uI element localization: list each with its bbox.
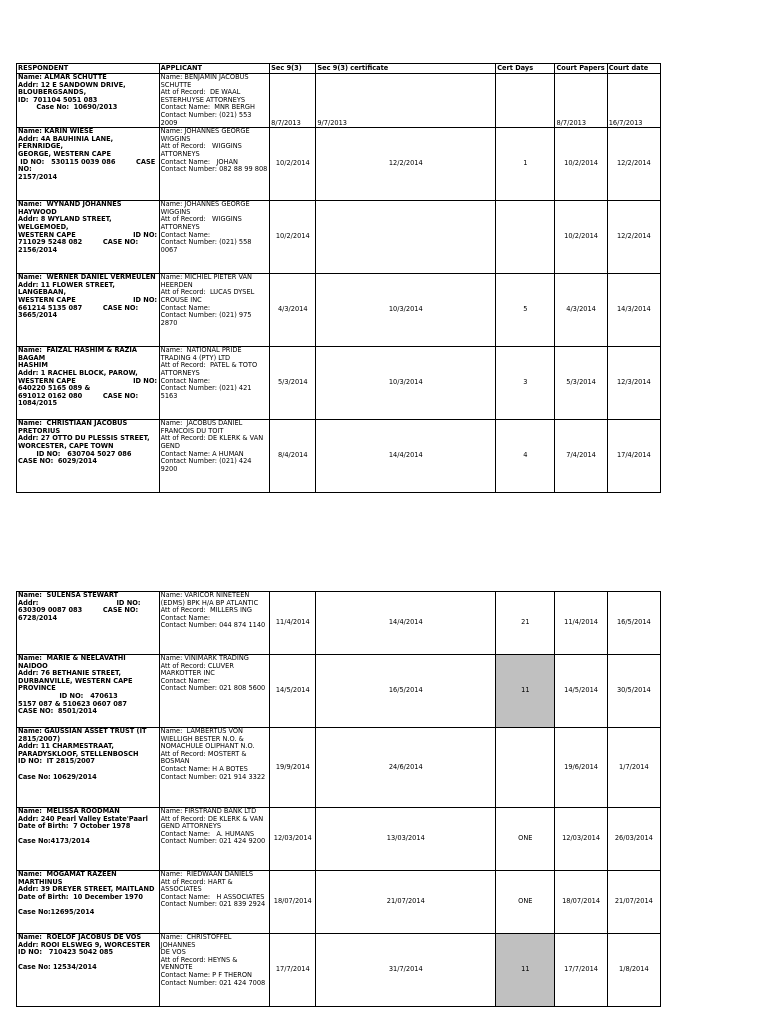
cell-line: ATTORNEYS [160,149,200,158]
sec93-certificate-cell: 10/3/2014 [316,347,496,420]
cell-line: Name: MOGAMAT RAZEEN MARTHINUS [18,870,119,886]
court-papers-cell: 19/6/2014 [555,728,607,808]
court-date-cell: 12/3/2014 [607,347,660,420]
table-row [17,128,661,201]
cell-line: 3665/2014 [18,311,58,320]
cell-line: Att of Record: PATEL & TOTO [160,361,258,370]
cell-line: (EDMS) BPK H/A BP ATLANTIC [160,598,259,607]
sec93-certificate-cell: 16/5/2014 [316,655,496,728]
cell-line: Contact Name: JOHAN [160,157,238,166]
table-row [17,592,661,655]
court-papers-cell: 10/2/2014 [555,201,607,274]
sec93-certificate-cell: 9/7/2013 [316,74,496,128]
table-row [17,728,661,808]
sec93-certificate-cell [316,201,496,274]
respondent-cell [17,808,160,871]
sec93-certificate-cell: 24/6/2014 [316,728,496,808]
cell-line: Name: ALMAR SCHUTTE [18,73,107,81]
cell-line: Case No:12695/2014 [18,907,95,916]
cert-days-cell: ONE [496,871,555,934]
court-date-cell: 17/4/2014 [607,420,660,493]
respondent-cell [17,934,160,1007]
cell-line: Contact Number: 021 424 9200 [160,837,266,846]
respondent-cell [17,274,160,347]
cell-line: Contact Name: H A BOTES [160,764,248,773]
cell-line: Name: NATIONAL PRIDE [160,346,242,355]
cell-line: Contact Name: H ASSOCIATES [160,892,265,901]
table-row [17,871,661,934]
court-papers-cell: 5/3/2014 [555,347,607,420]
header-court-date: Court date [607,64,660,74]
cell-line: GEND [160,441,180,450]
sec93-cell: 10/2/2014 [270,128,316,201]
cell-line: 6728/2014 [18,613,58,622]
cell-line: Att of Record: DE WAAL [160,88,241,97]
cell-line: HEERDEN [160,280,193,289]
applicant-cell [159,871,270,934]
cell-line: 661214 5135 087 CASE NO: [18,303,139,312]
court-date-cell: 30/5/2014 [607,655,660,728]
cell-line: Addr: ID NO: [18,598,141,607]
cell-line: 5157 087 & 510623 0607 087 [18,699,127,708]
sec93-cell: 8/7/2013 [270,74,316,128]
cell-line: Contact Number: 082 88 99 808 [160,165,268,174]
cell-line: ATTORNEYS [160,222,200,231]
court-date-cell: 12/2/2014 [607,201,660,274]
cell-line: PARADYSKLOOF, STELLENBOSCH [18,749,139,758]
sec93-cell: 4/3/2014 [270,274,316,347]
sec93-certificate-cell: 31/7/2014 [316,934,496,1007]
cell-line: ID NO: IT 2815/2007 [18,757,95,766]
cell-line: WESTERN CAPE ID NO: [18,295,158,304]
cell-line: WORCESTER, CAPE TOWN [18,441,114,450]
cell-line: Name: LAMBERTUS VON [160,727,243,735]
cell-line: Name: VARICOR NINETEEN [160,591,250,599]
cell-line: Name: JOHANNES GEORGE [160,200,250,209]
cell-line: Name: RIEDWAAN DANIELS [160,870,254,878]
sec93-certificate-cell: 10/3/2014 [316,274,496,347]
cell-line: Name: CHRISTIAAN JACOBUS PRETORIUS [18,419,130,435]
cell-line: SCHUTTE [160,80,192,89]
cell-line: Addr: 8 WYLAND STREET, WELGEMOED, [18,215,114,231]
sec93-cell: 5/3/2014 [270,347,316,420]
cell-line: CASE NO: 6029/2014 [18,457,97,466]
cell-line: Name: FAIZAL HASHIM & RAZIA BAGAM [18,346,140,362]
sec93-certificate-cell: 13/03/2014 [316,808,496,871]
cell-line: DURBANVILLE, WESTERN CAPE PROVINCE [18,676,135,693]
cert-days-cell: 3 [496,347,555,420]
sec93-cell: 11/4/2014 [270,592,316,655]
cell-line: TRADING 4 (PTY) LTD [160,353,231,362]
cell-line: Att of Record: DE KLERK & VAN [160,434,264,443]
cell-line: Contact Name: P F THERON [160,970,252,979]
table-row [17,808,661,871]
cert-days-cell: 5 [496,274,555,347]
court-date-cell: 14/3/2014 [607,274,660,347]
cell-line: Name: ROELOF JACOBUS DE VOS [18,933,142,941]
cell-line: Addr: 1 RACHEL BLOCK, PAROW, [18,368,138,377]
cell-line: Contact Number: (021) 553 2009 [160,110,254,127]
cell-line: Contact Name: [160,230,211,239]
cell-line: Date of Birth: 10 December 1970 [18,892,143,901]
cell-line: 2815/2007) [18,734,61,743]
cert-days-cell: 1 [496,128,555,201]
cell-line: Contact Number: 021 424 7008 [160,978,266,987]
cell-line: Att of Record: MOSTERT & [160,749,247,758]
cell-line: Name: FIRSTRAND BANK LTD [160,807,257,815]
header-cert-days: Cert Days [496,64,555,74]
table-row [17,74,661,128]
applicant-cell [159,274,270,347]
cell-line: Contact Name: [160,376,211,385]
cases-table-2 [16,591,661,1007]
applicant-cell [159,420,270,493]
cell-line: Contact Number: (021) 558 0067 [160,238,254,254]
cell-line: WIGGINS [160,134,191,143]
cell-line: Contact Number: (021) 975 2870 [160,311,254,327]
applicant-cell [159,728,270,808]
cell-line: Case No: 10629/2014 [18,772,97,781]
table-row [17,655,661,728]
table-row [17,201,661,274]
header-respondent: RESPONDENT [17,64,160,74]
cell-line: WIELLIGH BESTER N.O. & [160,734,244,743]
cell-line: Addr: 4A BAUHINIA LANE, FERNRIDGE, [18,134,116,151]
cell-line: ATTORNEYS [160,368,200,377]
cell-line: Name: MELISSA ROODMAN [18,807,120,815]
cert-days-cell: 4 [496,420,555,493]
cert-days-cell [496,74,555,128]
sec93-cell: 18/07/2014 [270,871,316,934]
cell-line: ID NO: 710423 5042 085 [18,948,114,957]
court-date-cell: 1/8/2014 [607,934,660,1007]
cell-line: ID NO: 530115 0039 086 CASE NO: [18,157,158,174]
cell-line: Addr: 27 OTTO DU PLESSIS STREET, [18,434,150,443]
cell-line: ID NO: 630704 5027 086 [18,449,132,458]
table-row [17,420,661,493]
court-papers-cell: 18/07/2014 [555,871,607,934]
cell-line: ID NO: 470613 [18,691,118,700]
cell-line: Addr: 11 CHARMESTRAAT, [18,742,114,751]
cell-line: Contact Name: A. HUMANS [160,829,255,838]
respondent-cell [17,347,160,420]
cell-line: WIGGINS [160,207,191,216]
sec93-cell: 17/7/2014 [270,934,316,1007]
cert-days-cell [496,728,555,808]
cell-line: Contact Name: MNR BERGH [160,103,255,112]
cert-days-cell: 11 [496,934,555,1007]
court-papers-cell: 11/4/2014 [555,592,607,655]
applicant-cell [159,201,270,274]
cell-line: Att of Record: WIGGINS [160,215,242,224]
sec93-cell: 12/03/2014 [270,808,316,871]
court-date-cell: 16/7/2013 [607,74,660,128]
cell-line: 711029 5248 082 CASE NO: [18,238,139,247]
cell-line: Case No: 10690/2013 [18,103,118,112]
cell-line: Case No: 12534/2014 [18,963,97,972]
applicant-cell [159,347,270,420]
cell-line: Contact Number: 021 914 3322 [160,772,266,781]
court-papers-cell: 17/7/2014 [555,934,607,1007]
sec93-cell: 14/5/2014 [270,655,316,728]
respondent-cell [17,201,160,274]
cell-line: CROUSE INC [160,295,202,304]
court-papers-cell: 12/03/2014 [555,808,607,871]
cell-line: BOSMAN [160,757,190,766]
cell-line: GEND ATTORNEYS [160,822,222,831]
cell-line: Contact Name: [160,303,211,312]
sec93-cell: 19/9/2014 [270,728,316,808]
header-sec93-certificate: Sec 9(3) certificate [316,64,496,74]
cell-line: 640220 5165 089 & [18,384,91,393]
cell-line: Att of Record: HART & [160,877,233,886]
cell-line: Contact Number: (021) 424 9200 [160,457,254,473]
cell-line: NOMACHULE OLIPHANT N.O. [160,742,255,751]
cert-days-cell: ONE [496,808,555,871]
cell-line: Addr: 76 BETHANIE STREET, [18,669,122,678]
cell-line: Name: WERNER DANIEL VERMEULEN [18,273,156,282]
cell-line: Name: VINIMARK TRADING [160,654,249,662]
cell-line: Att of Record: WIGGINS [160,142,242,151]
cell-line: Att of Record: LUCAS DYSEL [160,288,255,297]
cell-line: Contact Name: A HUMAN [160,449,244,458]
cell-line: Addr: 12 E SANDOWN DRIVE, [18,80,126,89]
cell-line: Att of Record: DE KLERK & VAN [160,814,264,823]
court-date-cell: 26/03/2014 [607,808,660,871]
table-row [17,934,661,1007]
cell-line: 691012 0162 080 CASE NO: [18,391,139,400]
header-applicant: APPLICANT [159,64,270,74]
cell-line: Case No:4173/2014 [18,837,90,846]
sec93-certificate-cell: 14/4/2014 [316,420,496,493]
cell-line: MARKOTTER INC [160,669,215,678]
applicant-cell [159,934,270,1007]
cell-line: 1084/2015 [18,399,58,408]
respondent-cell [17,655,160,728]
cell-line: 2156/2014 [18,245,58,254]
cell-line: FRANCOIS DU TOIT [160,426,224,435]
respondent-cell [17,592,160,655]
cases-table-1 [16,63,661,493]
cell-line: Contact Number: 021 808 5600 [160,684,266,693]
cell-line: ID: 701104 5051 083 [18,95,98,104]
header-row [17,64,661,74]
cell-line: Name: WYNAND JOHANNES HAYWOOD [18,200,124,216]
court-date-cell: 16/5/2014 [607,592,660,655]
cell-line: Name: MICHIEL PIETER VAN [160,273,252,282]
respondent-cell [17,74,160,128]
header-court-papers: Court Papers [555,64,607,74]
cell-line: WESTERN CAPE ID NO: [18,230,158,239]
cell-line: Name: KARIN WIESE [18,127,94,136]
cell-line: HASHIM [18,361,48,370]
court-papers-cell: 4/3/2014 [555,274,607,347]
cell-line: VENNOTE [160,963,193,972]
respondent-cell [17,420,160,493]
cell-line: Contact Name: [160,676,211,685]
court-papers-cell: 7/4/2014 [555,420,607,493]
court-papers-cell: 8/7/2013 [555,74,607,128]
cell-line: Contact Number: 021 839 2924 [160,900,266,909]
cell-line: Name: JACOBUS DANIEL [160,419,243,428]
cell-line: WESTERN CAPE ID NO: [18,376,158,385]
cell-line: Contact Number: (021) 421 5163 [160,384,254,400]
cell-line: Att of Record: HEYNS & [160,955,238,964]
sec93-cell: 8/4/2014 [270,420,316,493]
cell-line: Addr: ROOI ELSWEG 9, WORCESTER [18,940,151,949]
cert-days-cell: 11 [496,655,555,728]
cell-line: Addr: 39 DREYER STREET, MAITLAND [18,885,155,894]
sec93-certificate-cell: 12/2/2014 [316,128,496,201]
court-date-cell: 21/07/2014 [607,871,660,934]
table-row [17,274,661,347]
cell-line: Att of Record: CLUVER [160,661,234,670]
cell-line: 2157/2014 [18,172,58,181]
cell-line: Name: GAUSSIAN ASSET TRUST (IT [18,727,147,735]
respondent-cell [17,728,160,808]
sec93-cell: 10/2/2014 [270,201,316,274]
respondent-cell [17,128,160,201]
respondent-cell [17,871,160,934]
cell-line: Name: MARIE & NEELAVATHI NAIDOO [18,654,128,670]
cell-line: DE VOS [160,948,186,957]
cell-line: Name: BENJAMIN JACOBUS [160,73,249,81]
applicant-cell [159,655,270,728]
cert-days-cell: 21 [496,592,555,655]
cell-line: Name: SULENSA STEWART [18,591,119,599]
applicant-cell [159,74,270,128]
cell-line: Contact Name: [160,613,211,622]
header-sec93: Sec 9(3) [270,64,316,74]
court-date-cell: 1/7/2014 [607,728,660,808]
applicant-cell [159,808,270,871]
cell-line: Date of Birth: 7 October 1978 [18,822,131,831]
cell-line: ASSOCIATES [160,885,202,894]
cell-line: Att of Record: MILLERS ING [160,606,252,615]
sec93-certificate-cell: 21/07/2014 [316,871,496,934]
table-row [17,347,661,420]
cell-line: BLOUBERGSANDS, [18,88,87,97]
cell-line: GEORGE, WESTERN CAPE [18,149,112,158]
sec93-certificate-cell: 14/4/2014 [316,592,496,655]
cell-line: CASE NO: 8501/2014 [18,707,97,716]
cell-line: Addr: 240 Pearl Valley Estate'Paarl [18,814,148,823]
cert-days-cell [496,201,555,274]
applicant-cell [159,592,270,655]
court-papers-cell: 10/2/2014 [555,128,607,201]
applicant-cell [159,128,270,201]
cell-line: Name: JOHANNES GEORGE [160,127,250,136]
cell-line: 630309 0087 083 CASE NO: [18,606,139,615]
cell-line: Name: CHRISTOFFEL JOHANNES [160,933,234,949]
court-papers-cell: 14/5/2014 [555,655,607,728]
cell-line: ESTERHUYSE ATTORNEYS [160,95,246,104]
cell-line: Addr: 11 FLOWER STREET, LANGEBAAN, [18,280,118,297]
court-date-cell: 12/2/2014 [607,128,660,201]
cell-line: Contact Number: 044 874 1140 [160,621,266,630]
